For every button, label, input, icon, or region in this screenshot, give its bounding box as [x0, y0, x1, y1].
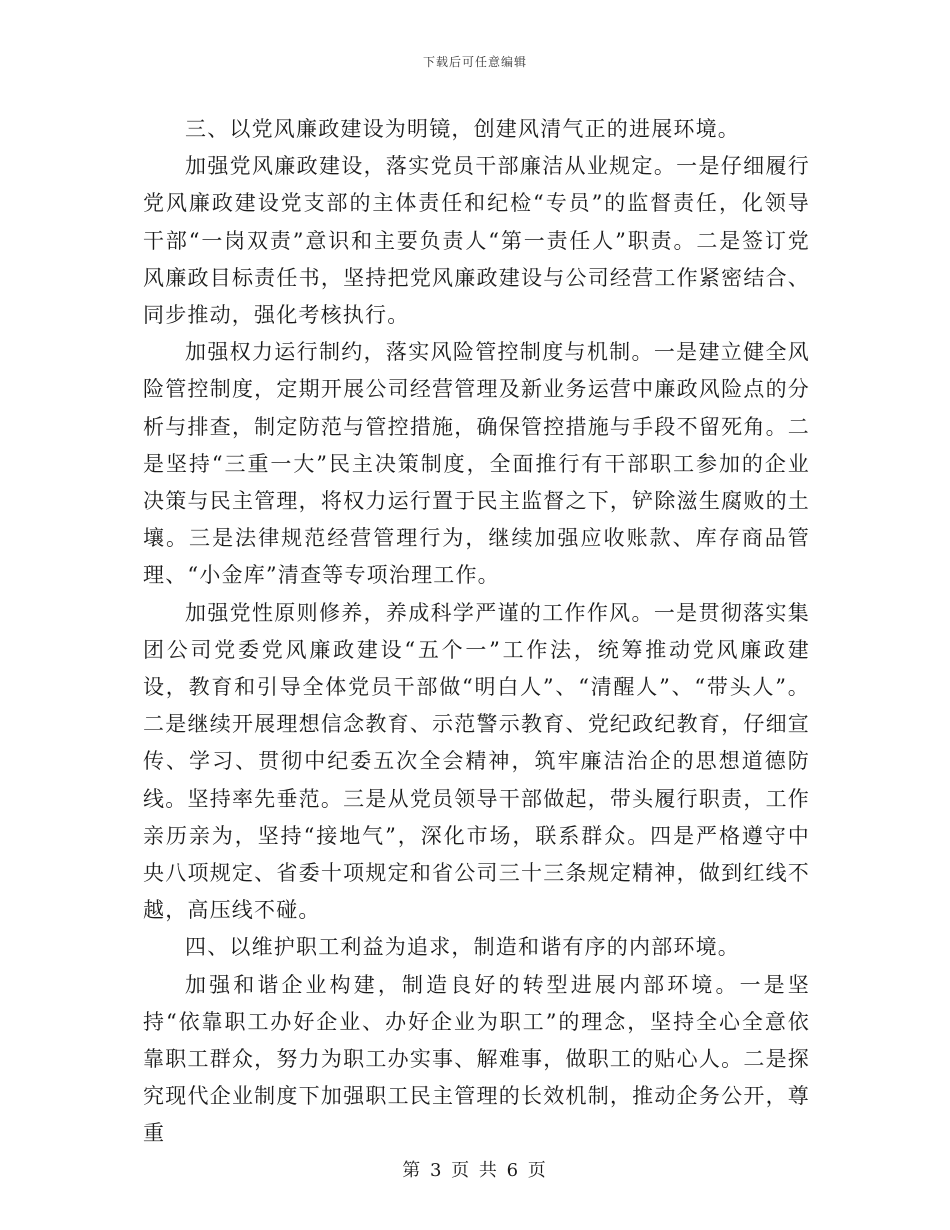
section-heading-three: 三、以党风廉政建设为明镜，创建风清气正的进展环境。: [185, 117, 740, 141]
paragraph-party-conduct: 加强党风廉政建设，落实党员干部廉洁从业规定。一是仔细履行党风廉政建设党支部的主体责任和纪检“专员”的监督责任，化领导干部“一岗双责”意识和主要负责人“第一责任人”职责。二是签订党风廉政目标责任书，坚持把党风廉政建设与公司经营工作紧密结合、同步推动，强化考核执行。: [143, 154, 810, 328]
document-body: [143, 111, 810, 1153]
page-header: 下载后可任意编辑: [422, 55, 527, 69]
paragraph-power-constraint: 加强权力运行制约，落实风险管控制度与机制。一是建立健全风险管控制度，定期开展公司经营管理及新业务运营中廉政风险点的分析与排查，制定防范与管控措施，确保管控措施与手段不留死角。二是坚持“三重一大”民主决策制度，全面推行有干部职工参加的企业决策与民主管理，将权力运行置于民主监督之下，铲除滋生腐败的土壤。三是法律规范经营管理行为，继续加强应收账款、库存商品管理、“小金库”清查等专项治理工作。: [143, 340, 810, 588]
page-number-label: 第 3 页 共 6 页: [402, 1160, 548, 1181]
page-number: [0, 1156, 950, 1182]
section-heading-four: 四、以维护职工利益为追求，制造和谐有序的内部环境。: [185, 935, 740, 960]
paragraph-harmonious-enterprise: 加强和谐企业构建，制造良好的转型进展内部环境。一是坚持“依靠职工办好企业、办好企业为职工”的理念，坚持全心全意依靠职工群众，努力为职工办实事、解难事，做职工的贴心人。二是探究现代企业制度下加强职工民主管理的长效机制，推动企务公开，尊重: [143, 972, 810, 1146]
paragraph-party-cultivation: 加强党性原则修养，养成科学严谨的工作作风。一是贯彻落实集团公司党委党风廉政建设“五个一”工作法，统筹推动党风廉政建设，教育和引导全体党员干部做“明白人”、“清醒人”、“带头人”。二是继续开展理想信念教育、示范警示教育、党纪政纪教育，仔细宣传、学习、贯彻中纪委五次全会精神，筑牢廉洁治企的思想道德防线。坚持率先垂范。三是从党员领导干部做起，带头履行职责，工作亲历亲为，坚持“接地气”，深化市场，联系群众。四是严格遵守中央八项规定、省委十项规定和省公司三十三条规定精神，做到红线不越，高压线不碰。: [143, 600, 810, 923]
